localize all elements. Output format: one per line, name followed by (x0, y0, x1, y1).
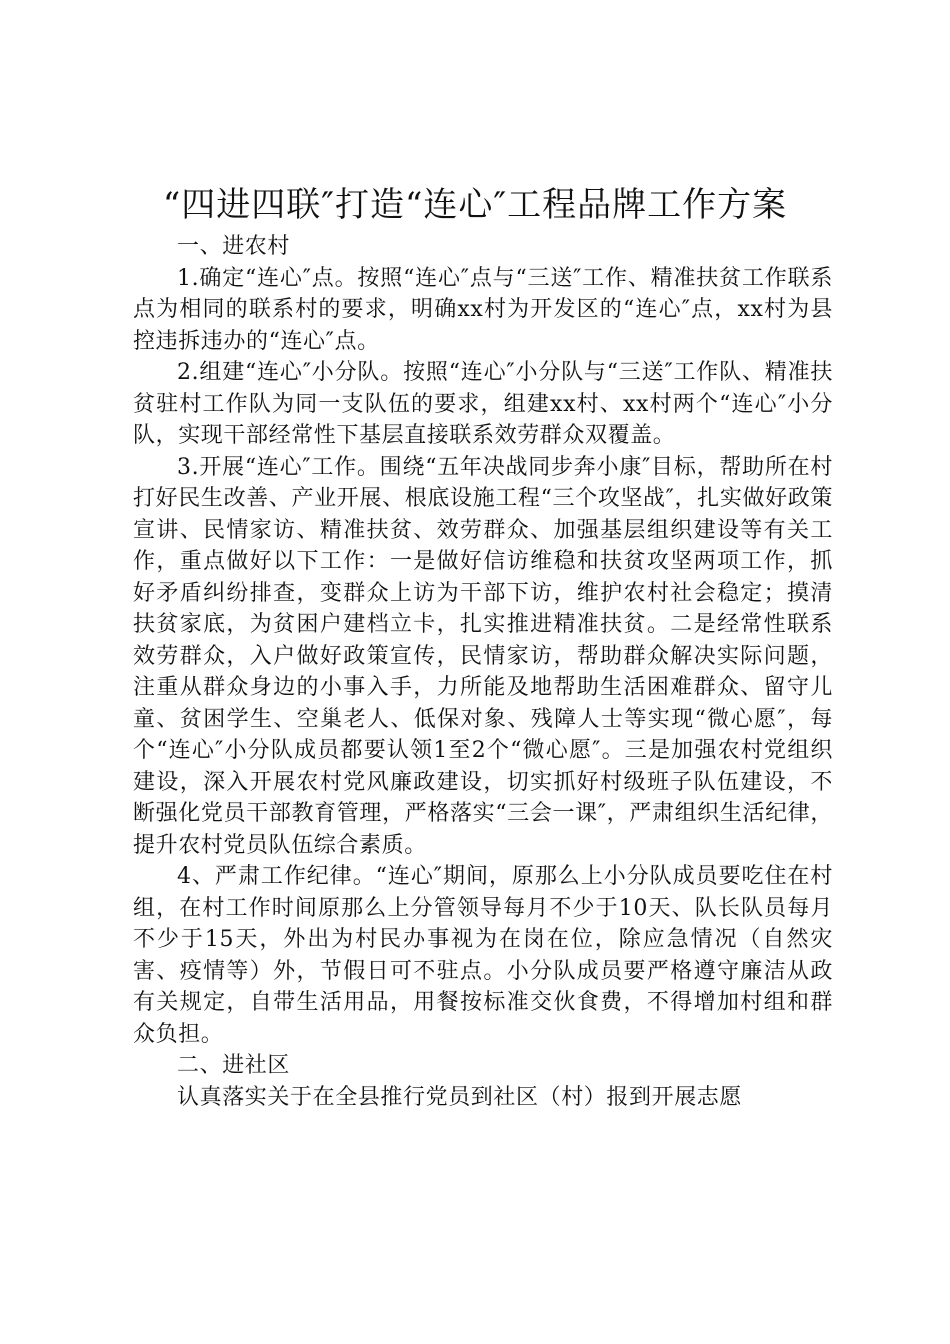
paragraph-item-3: 3.开展“连心″工作。围绕“五年决战同步奔小康″目标，帮助所在村打好民生改善、产业开展、根底设施工程“三个攻坚战″，扎实做好政策宣讲、民情家访、精准扶贫、效劳群众、加强基层组织建设等有关工作，重点做好以下工作：一是做好信访维稳和扶贫攻坚两项工作，抓好矛盾纠纷排查，变群众上访为干部下访，维护农村社会稳定；摸清扶贫家底，为贫困户建档立卡，扎实推进精准扶贫。二是经常性联系效劳群众，入户做好政策宣传，民情家访，帮助群众解决实际问题，注重从群众身边的小事入手，力所能及地帮助生活困难群众、留守儿童、贫困学生、空巢老人、低保对象、残障人士等实现“微心愿″，每个“连心″小分队成员都要认领1至2个“微心愿″。三是加强农村党组织建设，深入开展农村党风廉政建设，切实抓好村级班子队伍建设，不断强化党员干部教育管理，严格落实“三会一课″，严肃组织生活纪律，提升农村党员队伍综合素质。 (133, 454, 833, 858)
document-body (133, 231, 833, 1113)
paragraph-item-1: 1.确定“连心″点。按照“连心″点与“三送″工作、精准扶贫工作联系点为相同的联系村的要求，明确xx村为开发区的“连心″点，xx村为县控违拆违办的“连心″点。 (133, 265, 833, 354)
paragraph-item-4: 4、严肃工作纪律。“连心″期间，原那么上小分队成员要吃住在村组，在村工作时间原那么上分管领导每月不少于10天、队长队员每月不少于15天，外出为村民办事视为在岗在位，除应急情况（自然灾害、疫情等）外，节假日可不驻点。小分队成员要严格遵守廉洁从政有关规定，自带生活用品，用餐按标准交伙食费，不得增加村组和群众负担。 (133, 864, 833, 1047)
section-heading-community: 二、进社区 (177, 1053, 291, 1078)
paragraph-community: 认真落实关于在全县推行党员到社区（村）报到开展志愿 (177, 1084, 743, 1110)
section-heading-rural: 一、进农村 (177, 234, 291, 259)
paragraph-item-2: 2.组建“连心″小分队。按照“连心″小分队与“三送″工作队、精准扶贫驻村工作队为同一支队伍的要求，组建xx村、xx村两个“连心″小分队，实现干部经常性下基层直接联系效劳群众双覆盖。 (133, 360, 833, 448)
document-title: “四进四联″打造“连心″工程品牌工作方案 (162, 185, 788, 225)
